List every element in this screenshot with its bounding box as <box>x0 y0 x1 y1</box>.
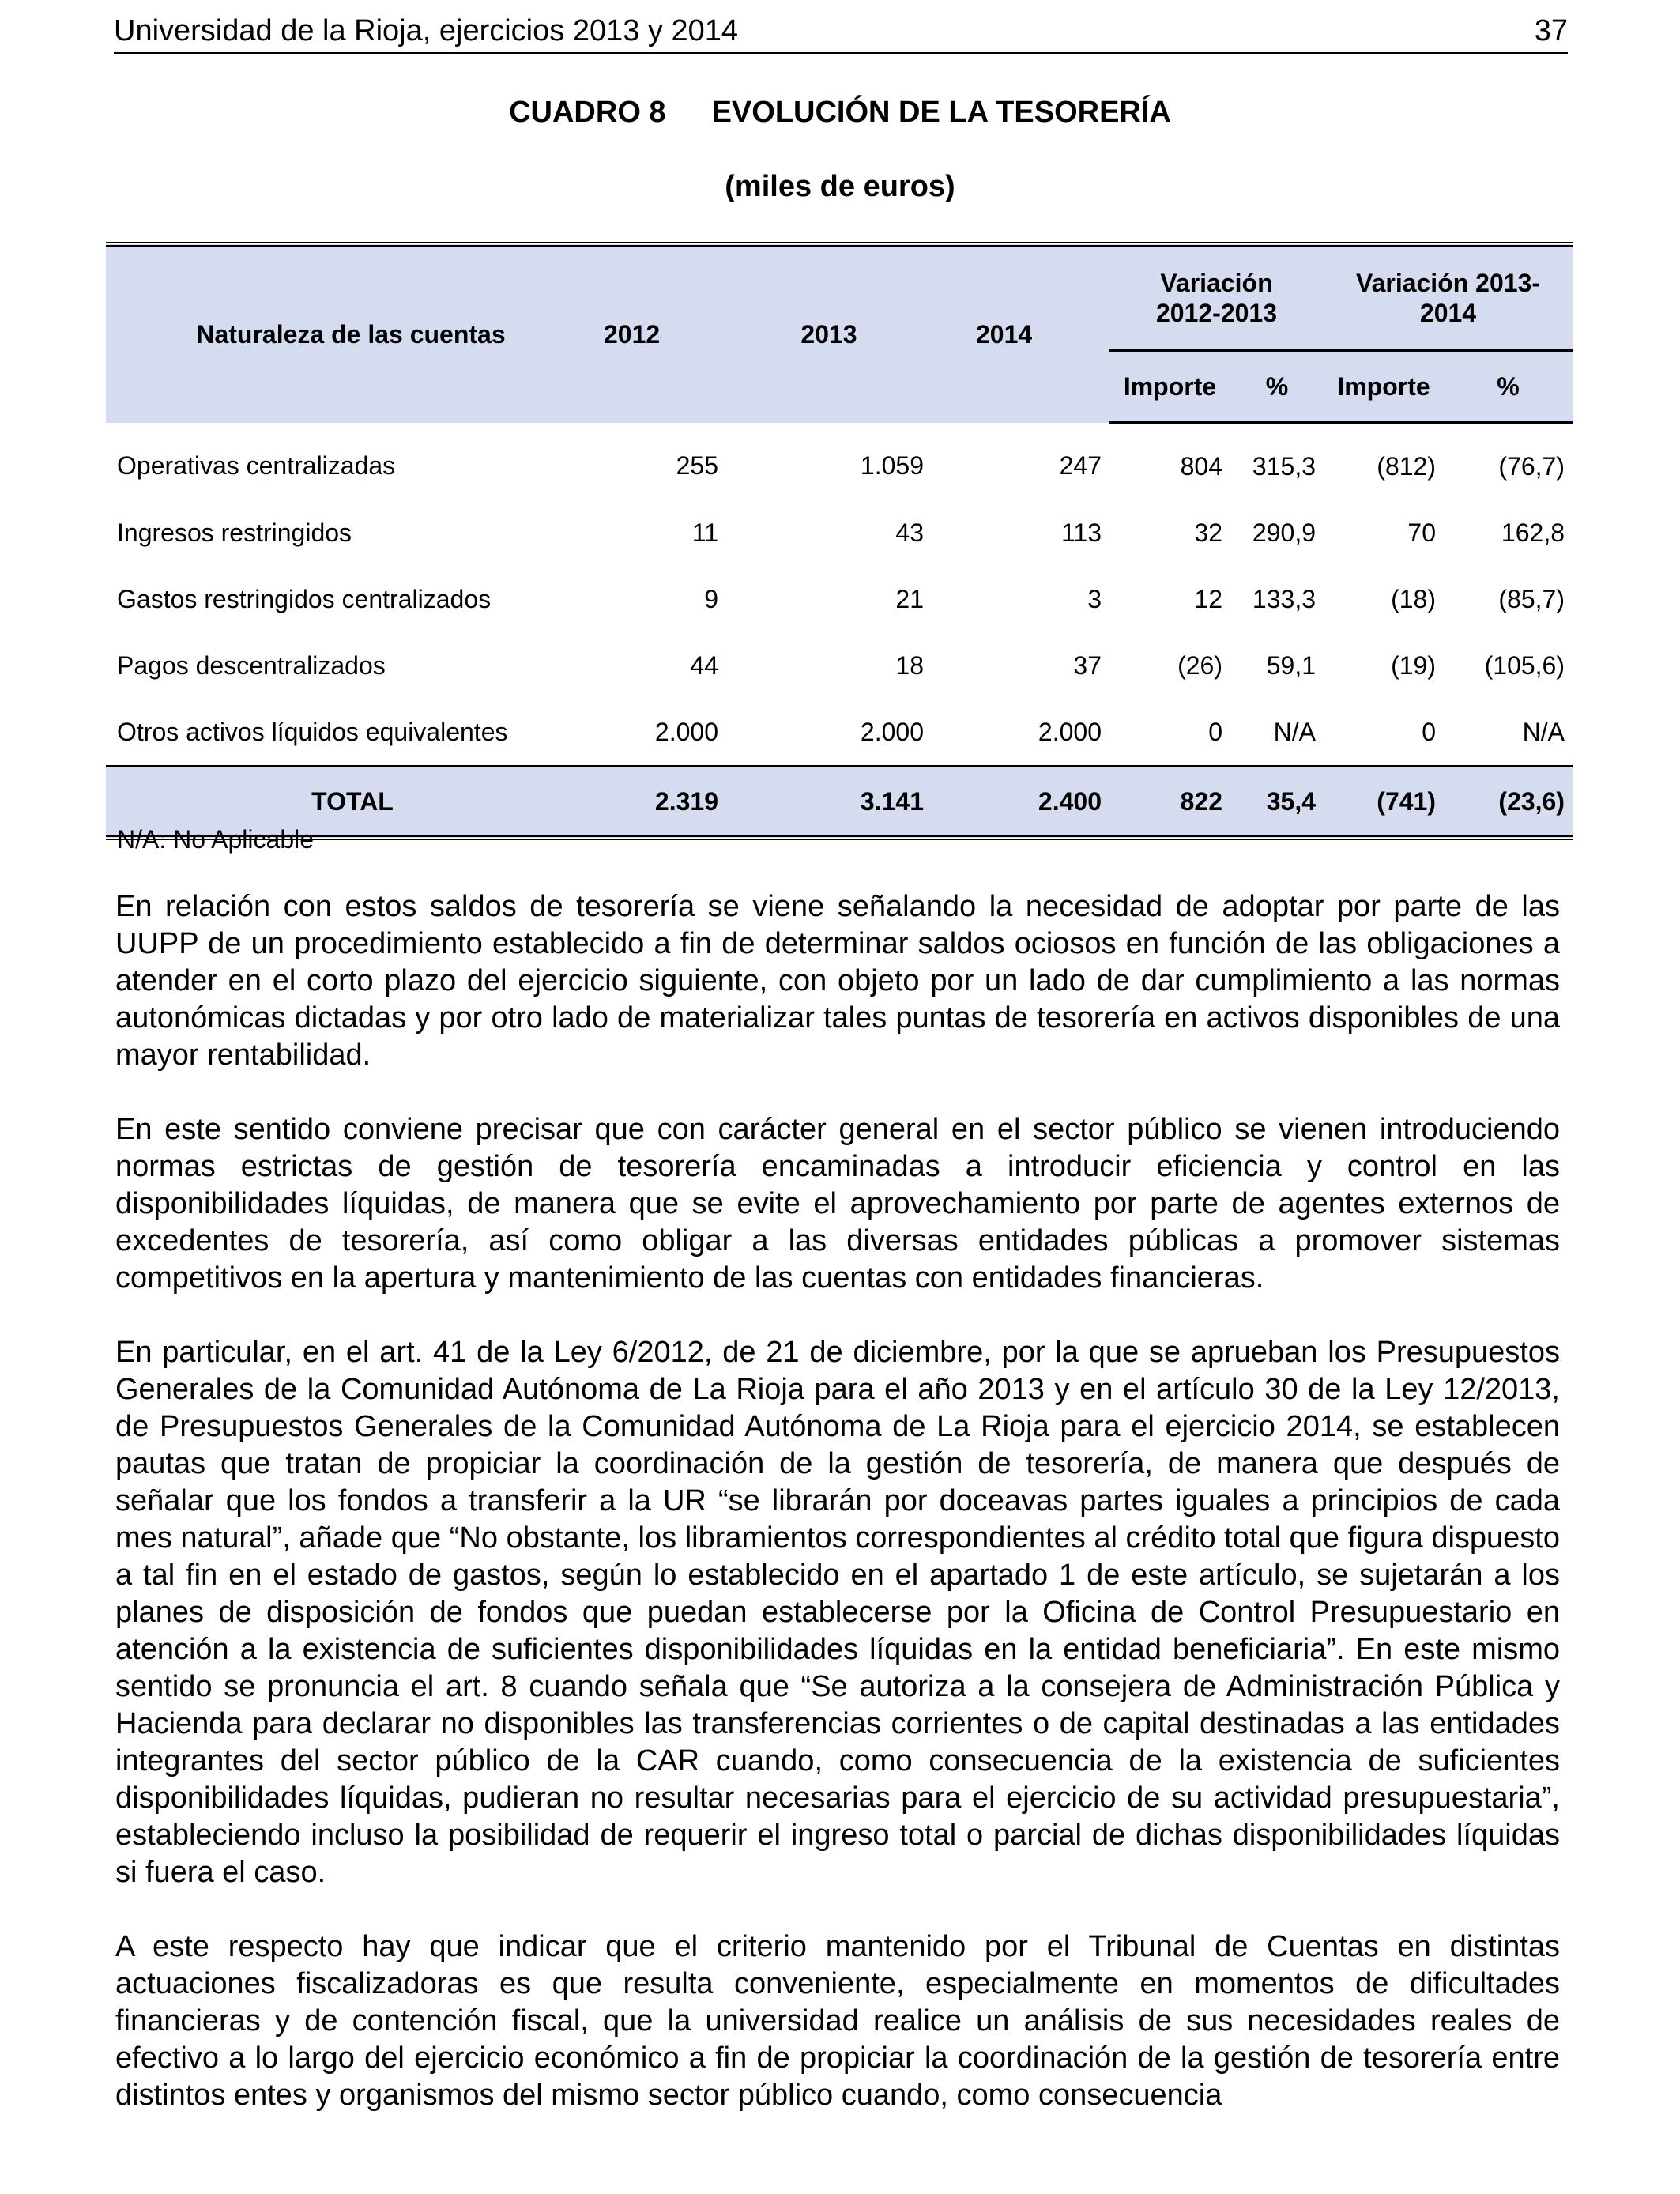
treasury-table <box>106 242 1573 840</box>
header-2012: 2012 <box>596 244 726 423</box>
cell-var2-importe: 70 <box>1407 518 1436 547</box>
cell-2013: 2.000 <box>860 717 924 746</box>
header-pct-2: % <box>1444 351 1573 423</box>
treasury-table-container <box>106 242 1573 840</box>
cell-var1-pct: 133,3 <box>1252 584 1316 613</box>
cell-var1-importe: 804 <box>1180 451 1222 481</box>
cell-var1-pct: 315,3 <box>1252 451 1316 481</box>
table-label: CUADRO 8 <box>509 96 666 129</box>
table-title: EVOLUCIÓN DE LA TESORERÍA <box>711 96 1171 129</box>
cell-var1-importe: 32 <box>1194 518 1222 547</box>
header-importe-1: Importe <box>1109 351 1230 423</box>
cell-name: Operativas centralizadas <box>117 450 396 480</box>
header-pct-1: % <box>1230 351 1324 423</box>
cell-2014: 37 <box>1073 650 1102 680</box>
table-row <box>106 499 1573 566</box>
table-caption <box>0 93 1680 131</box>
table-row <box>106 566 1573 632</box>
header-2014: 2014 <box>932 244 1109 423</box>
header-variation-2013-2014-label: Variación 2013-2014 <box>1355 269 1541 327</box>
table-units: (miles de euros) <box>725 170 955 203</box>
paragraph: En relación con estos saldos de tesorería se viene señalando la necesidad de adoptar por parte de las UUPP de un procedimiento establecido a fin de determinar saldos ociosos en función de las obligaciones a atender en el corto plazo del ejercicio siguiente, con objeto por un lado de dar cumplimiento a las normas autonómicas dictadas y por otro lado de materializar tales puntas de tesorería en activos disponibles de una mayor rentabilidad. <box>115 890 1560 1072</box>
table-footnote: N/A: No Aplicable <box>117 825 315 854</box>
cell-name: Ingresos restringidos <box>117 518 352 547</box>
cell-var2-pct: (76,7) <box>1498 451 1565 481</box>
cell-var1-importe: 12 <box>1194 584 1222 613</box>
header-importe-2: Importe <box>1324 351 1444 423</box>
table-row <box>106 632 1573 699</box>
total-2013: 3.141 <box>726 767 932 839</box>
cell-var2-importe: (18) <box>1391 584 1436 613</box>
cell-2013: 21 <box>895 584 924 613</box>
cell-2013: 18 <box>895 650 924 680</box>
cell-var1-importe: 0 <box>1208 717 1222 746</box>
table-row <box>106 423 1573 500</box>
cell-var2-importe: 0 <box>1422 717 1436 746</box>
total-var1-importe: 822 <box>1109 767 1230 839</box>
cell-var2-importe: (812) <box>1377 451 1436 481</box>
cell-var2-pct: (105,6) <box>1484 650 1565 680</box>
total-2012: 2.319 <box>596 767 726 839</box>
cell-2014: 113 <box>1060 518 1102 547</box>
cell-var2-pct: (85,7) <box>1498 584 1565 613</box>
total-var1-pct: 35,4 <box>1230 767 1324 839</box>
cell-name: Gastos restringidos centralizados <box>117 584 492 613</box>
paragraph: En particular, en el art. 41 de la Ley 6/2012, de 21 de diciembre, por la que se aprueban los Presupuestos Generales de la Comunidad Autónoma de La Rioja para el año 2013 y en el artículo 30 de la Ley 12/2013, de Presupuestos Generales de la Comunidad Autónoma de La Rioja para el ejercicio 2014, se establecen pautas que tratan de propiciar la coordinación de la gestión de tesorería, de manera que después de señalar que los fondos a transferir a la UR “se librarán por doceavas partes iguales a principios de cada mes natural”, añade que “No obstante, los libramientos correspondientes al crédito total que figura dispuesto a tal fin en el estado de gastos, según lo establecido en el apartado 1 de este artículo, se sujetarán a los planes de disposición de fondos que puedan establecerse por la Oficina de Control Presupuestario en atención a la existencia de suficientes disponibilidades líquidas en la entidad beneficiaria”. En este mismo sentido se pronuncia el art. 8 cuando señala que “Se autoriza a la consejera de Administración Pública y Hacienda para declarar no disponibles las transferencias corrientes o de capital destinadas a las entidades integrantes del sector público de la CAR cuando, como consecuencia de la existencia de suficientes disponibilidades líquidas, pudieran no resultar necesarias para el ejercicio de su actividad presupuestaria”, estableciendo incluso la posibilidad de requerir el ingreso total o parcial de dichas disponibilidades líquidas si fuera el caso. <box>115 1336 1560 1889</box>
cell-var1-importe: (26) <box>1177 650 1222 680</box>
cell-2014: 3 <box>1087 584 1102 613</box>
header-variation-2013-2014 <box>1324 244 1573 351</box>
body-text <box>115 888 1560 2151</box>
cell-2014: 247 <box>1059 450 1102 480</box>
cell-2012: 9 <box>704 584 718 613</box>
cell-var1-pct: 59,1 <box>1266 650 1316 680</box>
paragraph: En este sentido conviene precisar que con carácter general en el sector público se vienen introduciendo normas estrictas de gestión de tesorería encaminadas a introducir eficiencia y control en las disponibilidades líquidas, de manera que se evite el aprovechamiento por parte de agentes externos de excedentes de tesorería, así como obligar a las diversas entidades públicas a promover sistemas competitivos en la apertura y mantenimiento de las cuentas con entidades financieras. <box>115 1113 1560 1295</box>
header-name: Naturaleza de las cuentas <box>106 244 596 423</box>
cell-var1-pct: 290,9 <box>1252 518 1316 547</box>
header-variation-2012-2013 <box>1109 244 1324 351</box>
cell-2012: 2.000 <box>654 717 718 746</box>
cell-var2-importe: (19) <box>1391 650 1436 680</box>
total-label: TOTAL <box>106 767 596 839</box>
cell-var1-pct: N/A <box>1273 717 1316 746</box>
header-2013: 2013 <box>726 244 932 423</box>
cell-2012: 255 <box>676 450 718 480</box>
cell-2012: 44 <box>690 650 718 680</box>
cell-var2-pct: 162,8 <box>1501 518 1565 547</box>
paragraph: A este respecto hay que indicar que el criterio mantenido por el Tribunal de Cuentas en distintas actuaciones fiscalizadoras es que resulta conveniente, especialmente en momentos de dificultades financieras y de contención fiscal, que la universidad realice un análisis de sus necesidades reales de efectivo a lo largo del ejercicio económico a fin de propiciar la coordinación de la gestión de tesorería entre distintos entes y organismos del mismo sector público cuando, como consecuencia <box>115 1930 1560 2112</box>
cell-var2-pct: N/A <box>1522 717 1565 746</box>
page-header <box>114 11 1568 54</box>
page-number: 37 <box>1534 14 1568 47</box>
header-variation-2012-2013-label: Variación 2012-2013 <box>1155 269 1278 327</box>
cell-2012: 11 <box>691 518 718 547</box>
cell-2013: 1.059 <box>860 450 924 480</box>
cell-name: Otros activos líquidos equivalentes <box>117 717 508 746</box>
total-var2-importe: (741) <box>1324 767 1444 839</box>
cell-name: Pagos descentralizados <box>117 650 386 680</box>
running-title: Universidad de la Rioja, ejercicios 2013 y 2014 <box>114 14 739 47</box>
total-row <box>106 767 1573 839</box>
total-2014: 2.400 <box>932 767 1109 839</box>
cell-2014: 2.000 <box>1038 717 1102 746</box>
total-var2-pct: (23,6) <box>1444 767 1573 839</box>
cell-2013: 43 <box>895 518 924 547</box>
table-row <box>106 699 1573 767</box>
